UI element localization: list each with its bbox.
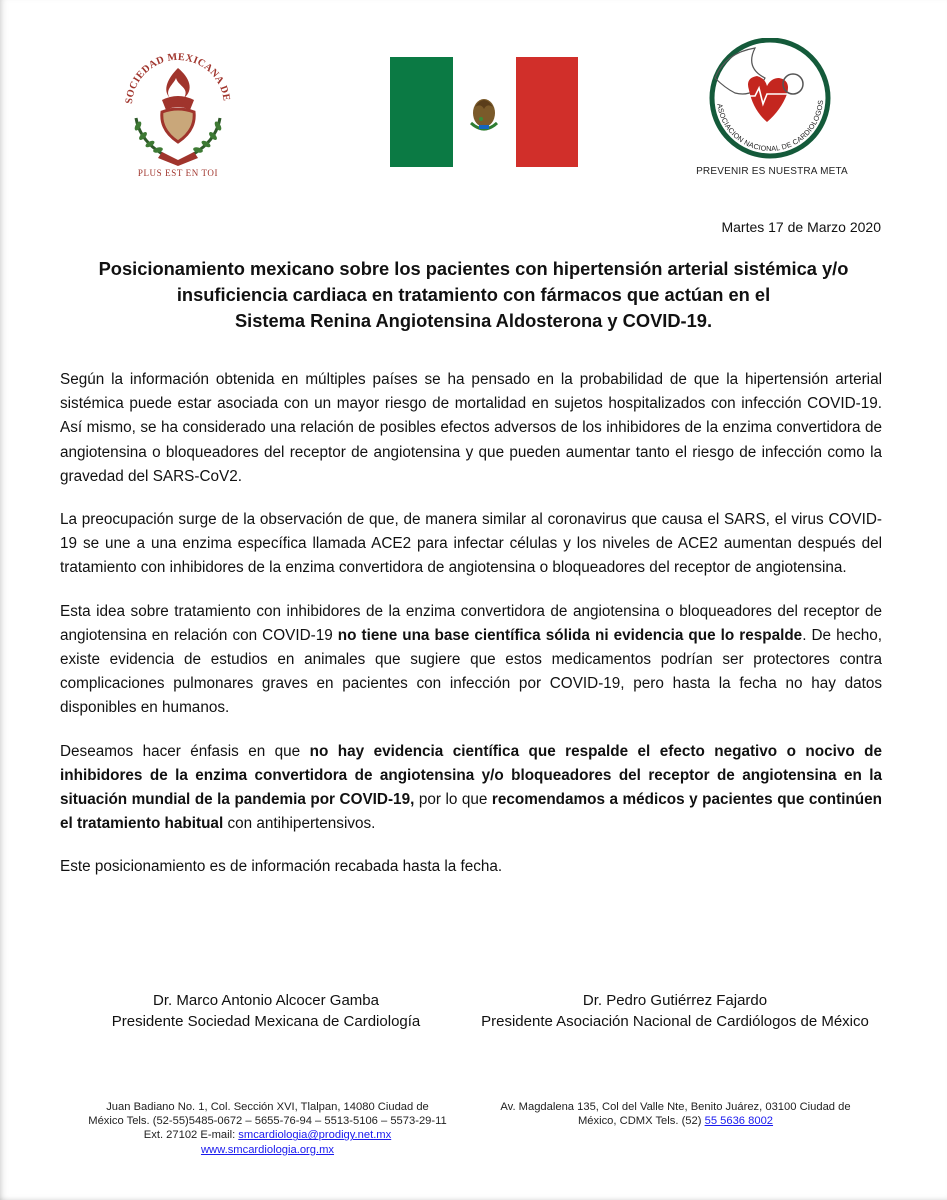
paragraph-5: Este posicionamiento es de información recabada hasta la fecha. (60, 858, 503, 876)
paragraph-1: Según la información obtenida en múltiples países se ha pensado en la probabilidad de que la hipertensión arterial sistémica puede estar asociada con un mayor riesgo de mortalidad en sujetos hospitalizados con infección COVID-19. Así mismo, se ha considerado una relación de posibles efectos adversos de los inhibidores de la enzima convertidora de angiotensina o bloqueadores del receptor de angiotensina y que pueden aumentar tanto el riesgo de infección como la gravedad del SARS-CoV2. (60, 371, 882, 485)
email-link[interactable]: smcardiologia@prodigy.net.mx (238, 1129, 392, 1142)
document-date: Martes 17 de Marzo 2020 (721, 219, 881, 235)
footer-right (478, 1100, 873, 1128)
footer-left-address-1: Juan Badiano No. 1, Col. Sección XVI, Tlalpan, 14080 Ciudad de (106, 1101, 429, 1113)
paragraph-2: La preocupación surge de la observación de que, de manera similar al coronavirus que causa el SARS, el virus COVID-19 se une a una enzima específica llamada ACE2 para infectar células y los niveles de ACE2 aumentan después del tratamiento con inhibidores de la enzima convertidora de angiotensina o bloqueadores del receptor de angiotensina. (60, 511, 882, 577)
footer-left-address-2: México Tels. (52-55)5485-0672 – 5655-76-94 – 5513-5106 – 5573-29-11 (88, 1115, 447, 1128)
smc-motto: PLUS EST EN TOI (137, 168, 219, 178)
footer-left-ext: Ext. 27102 E-mail: (143, 1129, 239, 1142)
paragraph-4-text-e: con antihipertensivos. (223, 815, 376, 833)
ancam-caption: PREVENIR ES NUESTRA META (696, 166, 848, 177)
ancam-logo (705, 38, 835, 183)
smc-ring-text: SOCIEDAD MEXICANA DE (123, 51, 232, 105)
footer-right-address-2-line (478, 1114, 873, 1128)
footer-left (80, 1100, 455, 1157)
paragraph-4-text-a: Deseamos hacer énfasis en que (60, 742, 310, 760)
signature-left-role: Presidente Sociedad Mexicana de Cardiología (111, 1013, 421, 1030)
smc-logo-icon (118, 38, 238, 178)
flag-white-band (453, 57, 516, 167)
signature-right-name: Dr. Pedro Gutiérrez Fajardo (582, 992, 768, 1009)
flag-green-band (390, 57, 453, 167)
paragraph-4-bold-1: no hay evidencia científica que respalde el efecto negativo o nocivo de inhibidores de la enzima convertidora de angiotensina y/o bloqueadores del receptor de angiotensina en la situación mundial de la pandemia por COVID-19, (60, 742, 882, 809)
footer-right-address-2: México, CDMX Tels. (52) (577, 1115, 705, 1128)
paragraph-4-bold-2: recomendamos a médicos y pacientes que continúen el tratamiento habitual (60, 791, 882, 833)
signature-right-role: Presidente Asociación Nacional de Cardiólogos de México (481, 1013, 869, 1030)
flag-red-band (516, 57, 579, 167)
document-title (40, 256, 907, 334)
signature-right (460, 990, 890, 1032)
paragraph-3-text-a: Esta idea sobre tratamiento con inhibidores de la enzima convertidora de angiotensina o bloqueadores del receptor de angiotensina en relación con COVID-19 (60, 602, 882, 644)
smc-logo (118, 38, 238, 178)
ancam-ring-text: ASOCIACION NACIONAL DE CARDIOLOGOS (715, 99, 826, 154)
signature-left-name: Dr. Marco Antonio Alcocer Gamba (153, 992, 379, 1009)
title-line-1: Posicionamiento mexicano sobre los pacientes con hipertensión arterial sistémica y/o (98, 258, 849, 279)
footer-left-ext-line (80, 1128, 455, 1142)
footer-right-address-1: Av. Magdalena 135, Col del Valle Nte, Benito Juárez, 03100 Ciudad de (500, 1101, 851, 1113)
paragraph-3 (60, 600, 882, 721)
title-line-3: Sistema Renina Angiotensina Aldosterona y COVID-19. (234, 310, 713, 331)
document-body (60, 368, 882, 899)
paragraph-4-text-c: por lo que (414, 791, 492, 809)
ancam-logo-icon (705, 38, 835, 168)
paragraph-4 (60, 740, 882, 837)
signature-left (96, 990, 436, 1032)
website-link[interactable]: www.smcardiologia.org.mx (200, 1143, 335, 1156)
mexican-flag (390, 57, 578, 167)
paragraph-3-bold: no tiene una base científica sólida ni evidencia que lo respalde (337, 626, 803, 644)
paragraph-3-text-c: . De hecho, existe evidencia de estudios en animales que sugiere que estos medicamentos podrían ser protectores contra complicaciones pulmonares graves en pacientes con infección por COVID-19, pero hasta la fecha no hay datos disponibles en humanos. (60, 626, 883, 717)
mexican-flag-icon (453, 57, 516, 167)
phone-link[interactable]: 55 5636 8002 (704, 1115, 774, 1128)
title-line-2: insuficiencia cardiaca en tratamiento con fármacos que actúan en el (176, 284, 771, 305)
